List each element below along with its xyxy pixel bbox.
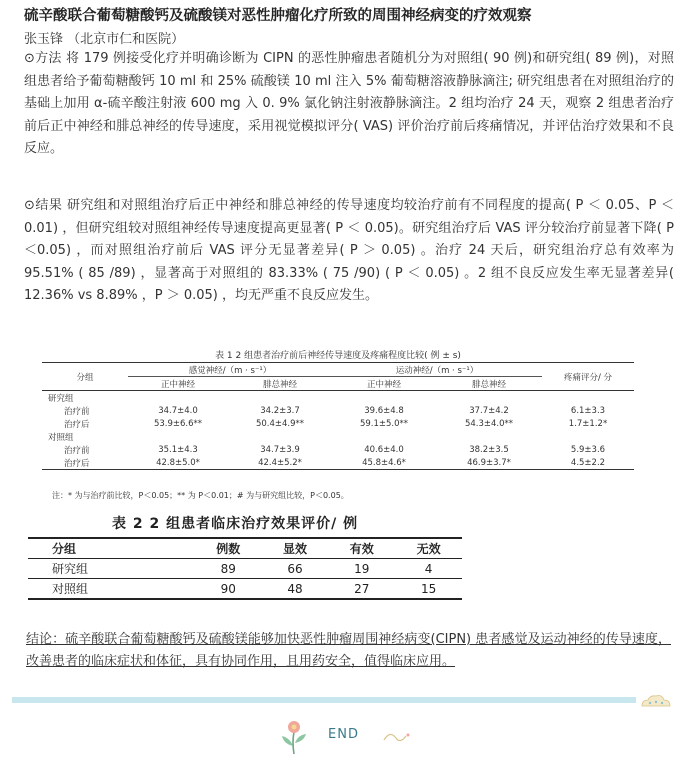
table-row (42, 456, 634, 470)
table-row (28, 559, 462, 579)
table1-pain-header: 疼痛评分/ 分 (542, 363, 634, 391)
table2-cell: 19 (328, 559, 395, 579)
table1-cell: 45.8±4.6* (332, 456, 436, 470)
table1-cell: 50.4±4.9** (255, 418, 305, 429)
table2-cell: 对照组 (28, 579, 195, 600)
methods-paragraph (24, 48, 674, 161)
table-row (42, 404, 634, 417)
table2-cell: 27 (328, 579, 395, 600)
table1 (42, 362, 634, 470)
table-row (42, 417, 634, 430)
table1-motor-header: 运动神经/（m · s⁻¹） (332, 363, 542, 377)
table1-motor-peroneal: 腓总神经 (436, 377, 542, 391)
table1-sensory-peroneal: 腓总神经 (228, 377, 332, 391)
table1-cell: 53.9±6.6** (153, 418, 203, 429)
table1-row-label: 治疗前 (64, 406, 90, 417)
table2-cell: 4 (395, 559, 462, 579)
table1-cell: 34.7±4.0 (158, 405, 198, 416)
table1-sensory-median: 正中神经 (128, 377, 228, 391)
table2-header: 例数 (195, 538, 262, 559)
table1-cell: 5.9±3.6 (570, 444, 606, 455)
table1-figure (42, 344, 634, 508)
table1-row-label: 治疗后 (64, 419, 90, 430)
methods-label: ⊙方法 (24, 51, 62, 66)
table1-cell: 34.7±3.9 (260, 444, 300, 455)
table1-cell: 42.8±5.0* (128, 456, 228, 470)
methods-text: 将 179 例接受化疗并明确诊断为 CIPN 的恶性肿瘤患者随机分为对照组( 90 例)和研究组( 89 例)，对照组患者给予葡萄糖酸钙 10 ml 和 25% 硫酸镁 10 ml 注入 5% 葡萄糖溶液静脉滴注; 研究组患者在对照组治疗的基础上加用 α-硫辛酸注射液 600 mg 入 0. 9% 氯化钠注射液静脉滴注。2 组均治疗 24 天，观察 2 组患者治疗前后正中神经和腓总神经的传导速度，采用视觉模拟评分( VAS) 评价治疗前后疼痛情况，并评估治疗效果和不良反应。 (24, 51, 674, 156)
table2 (28, 537, 462, 600)
table1-cell: 4.5±2.2 (542, 456, 634, 470)
article-author: 张玉锋 （北京市仁和医院） (24, 32, 185, 47)
table1-cell: 37.7±4.2 (469, 405, 509, 416)
table2-header: 分组 (28, 538, 195, 559)
table1-note: 注：* 为与治疗前比较，P＜0.05；** 为 P＜0.01；# 为与研究组比较，P＜0.05。 (52, 491, 349, 500)
table1-sensory-header: 感觉神经/（m · s⁻¹） (128, 363, 332, 377)
table2-cell: 48 (262, 579, 329, 600)
table1-row-label: 治疗前 (64, 445, 90, 456)
table2-cell: 66 (262, 559, 329, 579)
table2-title: 表 2 2 组患者临床治疗效果评价/ 例 (112, 516, 359, 532)
table1-cell: 38.2±3.5 (469, 444, 509, 455)
flower-icon (274, 716, 314, 756)
table1-cell: 46.9±3.7* (436, 456, 542, 470)
end-label: END (328, 727, 359, 742)
table1-cell: 54.3±4.0** (464, 418, 514, 429)
table1-cell: 42.4±5.2* (228, 456, 332, 470)
results-label: ⊙结果 (24, 198, 63, 213)
table1-row-label: 治疗后 (42, 456, 128, 470)
table1-cell: 6.1±3.3 (570, 405, 606, 416)
table1-cell: 1.7±1.2* (568, 418, 608, 429)
table1-group-header: 分组 (42, 363, 128, 391)
results-paragraph (24, 195, 674, 308)
article-title: 硫辛酸联合葡萄糖酸钙及硫酸镁对恶性肿瘤化疗所致的周围神经病变的疗效观察 (24, 8, 532, 24)
table2-cell: 90 (195, 579, 262, 600)
table1-group-name: 研究组 (48, 393, 74, 404)
table2-header: 无效 (395, 538, 462, 559)
table-row (42, 443, 634, 456)
table2-header: 显效 (262, 538, 329, 559)
table2-cell: 15 (395, 579, 462, 600)
table2-header: 有效 (328, 538, 395, 559)
table1-title: 表 1 2 组患者治疗前后神经传导速度及疼痛程度比较( 例 ± s) (215, 351, 461, 361)
table1-group-name: 对照组 (48, 432, 74, 443)
table2-cell: 研究组 (28, 559, 195, 579)
cloud-decoration-icon (636, 690, 676, 712)
table-row (28, 579, 462, 600)
table2-cell: 89 (195, 559, 262, 579)
table1-cell: 35.1±4.3 (158, 444, 198, 455)
table1-cell: 34.2±3.7 (260, 405, 300, 416)
divider-bar (12, 697, 636, 703)
end-marker (270, 716, 420, 756)
table1-cell: 39.6±4.8 (364, 405, 404, 416)
table1-cell: 40.6±4.0 (364, 444, 404, 455)
swirl-decoration-icon (382, 728, 412, 748)
table1-motor-median: 正中神经 (332, 377, 436, 391)
conclusion-paragraph: 结论：硫辛酸联合葡萄糖酸钙及硫酸镁能够加快恶性肿瘤周围神经病变(CIPN) 患者感觉及运动神经的传导速度，改善患者的临床症状和体征，具有协同作用，且用药安全，值得临床应用。 (26, 632, 671, 669)
results-text: 研究组和对照组治疗后正中神经和腓总神经的传导速度均较治疗前有不同程度的提高( P ＜ 0.05、P ＜ 0.01) ，但研究组较对照组神经传导速度提高更显著( P ＜ 0.05)。研究组治疗后 VAS 评分较治疗前显著下降( P ＜0.05) ，而对照组治疗前后 VAS 评分无显著差异( P ＞ 0.05) 。治疗 24 天后，研究组治疗总有效率为 95.51% ( 85 /89) ，显著高于对照组的 83.33% ( 75 /90) ( P ＜ 0.05) 。2 组不良反应发生率无显著差异( 12.36% vs 8.89% ，P ＞ 0.05) ，均无严重不良反应发生。 (24, 198, 674, 303)
table1-cell: 59.1±5.0** (359, 418, 409, 429)
